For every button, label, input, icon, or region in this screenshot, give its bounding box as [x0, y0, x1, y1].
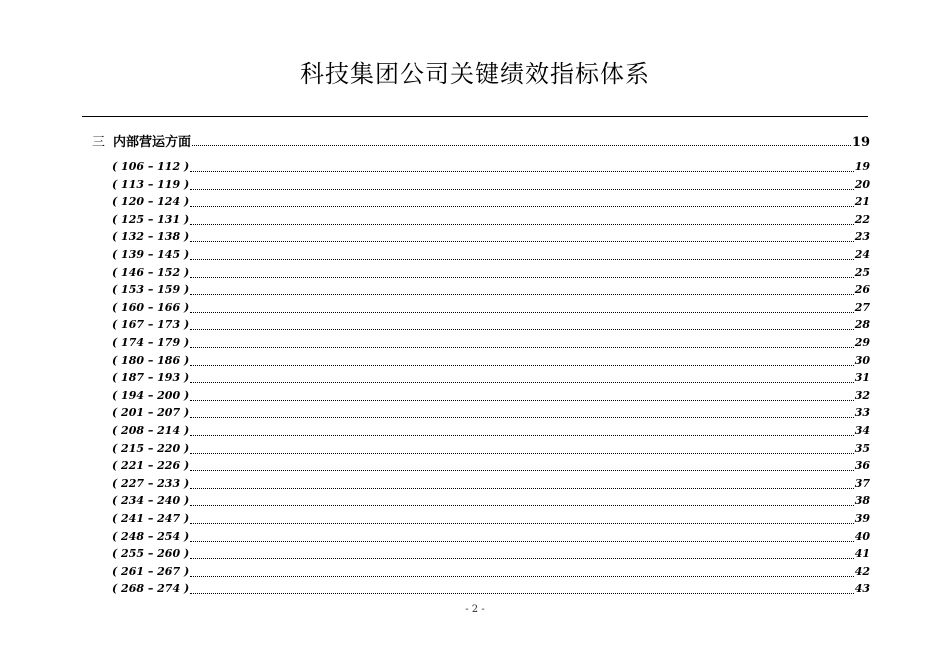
toc-entry-label: ( 255 – 260 ) — [112, 547, 190, 561]
toc-entry-row[interactable] — [112, 442, 870, 457]
toc-leader-dots — [190, 312, 854, 313]
toc-leader-dots — [190, 277, 854, 278]
toc-leader-dots — [192, 145, 851, 146]
toc-entry-label: ( 201 – 207 ) — [112, 406, 190, 420]
toc-leader-dots — [190, 259, 854, 260]
toc-entry-label: ( 221 – 226 ) — [112, 459, 190, 473]
toc-entry-row[interactable] — [112, 547, 870, 562]
toc-entry-page: 27 — [854, 300, 870, 314]
toc-entry-page: 30 — [854, 353, 870, 367]
toc-entry-page: 29 — [854, 336, 870, 349]
toc-entry-row[interactable] — [112, 336, 870, 351]
toc-entry-page: 34 — [854, 424, 870, 437]
toc-leader-dots — [190, 488, 854, 489]
toc-entry-page: 19 — [854, 160, 870, 173]
toc-entry-label: ( 125 – 131 ) — [112, 212, 190, 226]
toc-leader-dots — [190, 435, 854, 436]
toc-entry-row[interactable] — [112, 371, 870, 386]
toc-leader-dots — [190, 206, 854, 207]
document-title: 科技集团公司关键绩效指标体系 — [300, 60, 650, 88]
toc-leader-dots — [190, 329, 854, 330]
toc-entry-label: ( 234 – 240 ) — [112, 494, 190, 508]
toc-entry-page: 24 — [854, 248, 870, 261]
toc-entry-page: 37 — [854, 476, 870, 490]
header-rule — [82, 116, 868, 117]
toc-entry-page: 25 — [854, 265, 870, 279]
toc-entry-row[interactable] — [112, 318, 870, 333]
toc-entry-label: ( 187 – 193 ) — [112, 371, 190, 385]
toc-entry-page: 22 — [854, 212, 870, 226]
toc-entry-row[interactable] — [112, 230, 870, 245]
toc-entry-label: ( 132 – 138 ) — [112, 230, 190, 244]
toc-entry-page: 20 — [854, 177, 870, 191]
toc-leader-dots — [190, 382, 854, 383]
toc-entry-page: 21 — [854, 195, 870, 209]
toc-entry-row[interactable] — [112, 283, 870, 298]
toc-entry-row[interactable] — [112, 178, 870, 193]
toc-section-label: 内部营运方面 — [113, 135, 192, 149]
toc-leader-dots — [190, 523, 854, 524]
toc-entry-row[interactable] — [112, 424, 870, 439]
toc-entry-label: ( 268 – 274 ) — [112, 582, 190, 596]
toc-entry-label: ( 215 – 220 ) — [112, 441, 190, 455]
toc-leader-dots — [190, 294, 854, 295]
toc-entry-row[interactable] — [112, 160, 870, 175]
toc-entry-label: ( 208 – 214 ) — [112, 424, 190, 437]
toc-entry-row[interactable] — [112, 266, 870, 281]
toc-entry-label: ( 194 – 200 ) — [112, 388, 190, 402]
toc-leader-dots — [190, 189, 854, 190]
toc-entry-row[interactable] — [112, 459, 870, 474]
toc-leader-dots — [190, 593, 854, 594]
toc-entry-row[interactable] — [112, 565, 870, 580]
toc-section-heading — [92, 131, 191, 149]
toc-entry-label: ( 261 – 267 ) — [112, 564, 190, 578]
toc-entry-page: 33 — [854, 406, 870, 420]
toc-leader-dots — [190, 576, 854, 577]
toc-section-page: 19 — [851, 135, 870, 149]
toc-entry-page: 36 — [854, 459, 870, 473]
toc-entry-page: 26 — [854, 283, 870, 297]
toc-section-number: 三 — [92, 135, 106, 149]
toc-entry-row[interactable] — [112, 354, 870, 369]
toc-entry-label: ( 248 – 254 ) — [112, 529, 190, 543]
toc-entry-row[interactable] — [112, 195, 870, 210]
toc-leader-dots — [190, 470, 854, 471]
toc-entry-page: 38 — [854, 494, 870, 508]
toc-entry-row[interactable] — [112, 213, 870, 228]
toc-entry-label: ( 106 – 112 ) — [112, 160, 190, 173]
toc-entry-page: 40 — [854, 529, 870, 543]
toc-entry-page: 31 — [854, 371, 870, 385]
toc-entry-page: 43 — [854, 582, 870, 596]
toc-entry-page: 28 — [854, 318, 870, 332]
toc-entry-label: ( 241 – 247 ) — [112, 512, 190, 525]
toc-leader-dots — [190, 505, 854, 506]
toc-entry-label: ( 153 – 159 ) — [112, 283, 190, 297]
toc-entry-label: ( 120 – 124 ) — [112, 195, 190, 209]
page-number: - 2 - — [465, 604, 485, 615]
toc-leader-dots — [190, 558, 854, 559]
toc-leader-dots — [190, 541, 854, 542]
toc-entry-label: ( 139 – 145 ) — [112, 248, 190, 261]
toc-leader-dots — [190, 224, 854, 225]
toc-entry-page: 39 — [854, 512, 870, 525]
toc-entry-row[interactable] — [112, 406, 870, 421]
toc-leader-dots — [190, 417, 854, 418]
toc-leader-dots — [190, 365, 854, 366]
toc-entry-page: 41 — [854, 547, 870, 561]
toc-entry-row[interactable] — [112, 512, 870, 527]
toc-leader-dots — [190, 453, 854, 454]
toc-entry-page: 35 — [854, 441, 870, 455]
toc-entry-row[interactable] — [112, 389, 870, 404]
toc-leader-dots — [190, 400, 854, 401]
toc-entry-label: ( 146 – 152 ) — [112, 265, 190, 279]
toc-entry-label: ( 113 – 119 ) — [112, 177, 190, 191]
toc-section-row[interactable] — [92, 131, 870, 149]
toc-entry-label: ( 227 – 233 ) — [112, 476, 190, 490]
toc-leader-dots — [190, 347, 854, 348]
toc-entry-row[interactable] — [112, 530, 870, 545]
toc-entry-label: ( 174 – 179 ) — [112, 336, 190, 349]
toc-entry-row[interactable] — [112, 301, 870, 316]
toc-entry-row[interactable] — [112, 494, 870, 509]
toc-entry-label: ( 160 – 166 ) — [112, 300, 190, 314]
toc-entry-page: 32 — [854, 388, 870, 402]
toc-leader-dots — [190, 171, 854, 172]
toc-entry-row[interactable] — [112, 248, 870, 263]
toc-entry-row[interactable] — [112, 477, 870, 492]
toc-entry-page: 23 — [854, 230, 870, 244]
toc-entry-row[interactable] — [112, 582, 870, 597]
toc-entry-label: ( 167 – 173 ) — [112, 318, 190, 332]
toc-entry-page: 42 — [854, 564, 870, 578]
toc-entry-label: ( 180 – 186 ) — [112, 353, 190, 367]
toc-leader-dots — [190, 241, 854, 242]
